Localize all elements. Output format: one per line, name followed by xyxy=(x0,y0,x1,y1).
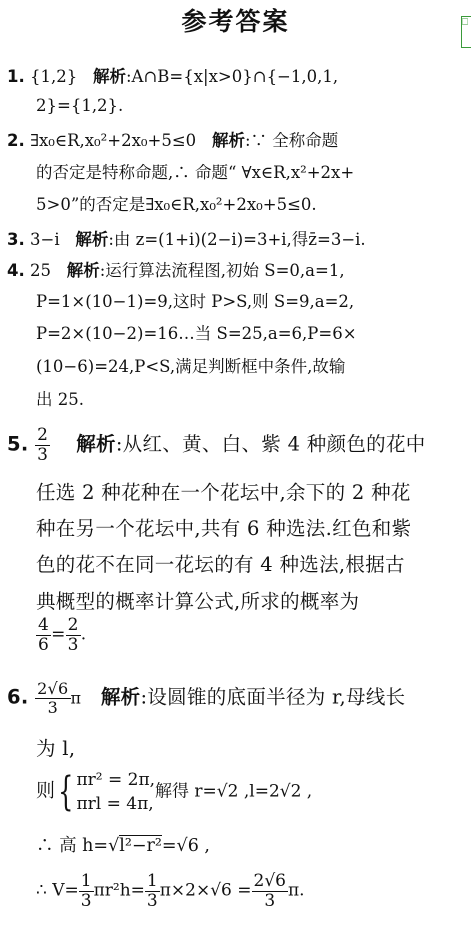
answer-4-line-1 xyxy=(7,258,463,284)
answer-4-line-4: (10−6)=24,P<S,满足判断框中条件,故输 xyxy=(36,357,346,376)
page-title: 参考答案 xyxy=(181,7,290,36)
answer-6-text: :设圆锥的底面半径为 r,母线长 xyxy=(140,685,406,709)
answer-3-number: 3. xyxy=(7,230,25,249)
answer-5-line-5: 典概型的概率计算公式,所求的概率为 xyxy=(36,590,360,613)
answer-6-volume: ∴ V= $\frac{1}{3}$ πr²h= $\frac{1}{3}$ π×2×√6 = $\frac{2√6}{3}$ π. xyxy=(36,871,305,911)
answer-1-label: 解析 xyxy=(93,67,126,86)
answer-6-line-1: 6. $\frac{2√6}{3}$ π 解析:设圆锥的底面半径为 r,母线长 xyxy=(7,679,406,717)
answer-6-line-2: 为 l, xyxy=(36,737,76,760)
corner-tab-icon: ⎕ xyxy=(461,16,471,48)
answer-3-label: 解析 xyxy=(75,230,109,249)
answer-4-value: 25 xyxy=(30,261,51,280)
answer-3-text: :由 z=(1+i)(2−i)=3+i,得z̄=3−i. xyxy=(108,230,366,249)
answer-5-line-3: 种在另一个花坛中,共有 6 种选法.红色和紫 xyxy=(36,517,412,540)
answer-6-label: 解析 xyxy=(100,685,141,709)
answer-6-system: 则{ πr² = 2π, πrl = 4π, 解得 r=√2 ,l=2√2 , xyxy=(36,769,313,815)
answer-6-number: 6. xyxy=(7,685,29,709)
answer-4-text: :运行算法流程图,初始 S=0,a=1, xyxy=(99,261,345,280)
answer-1-text: :A∩B={x|x>0}∩{−1,0,1, xyxy=(126,67,339,86)
answer-5-line-1 xyxy=(7,426,463,464)
answer-2-value: ∃x₀∈R,x₀²+2x₀+5≤0 xyxy=(30,131,197,150)
answer-5-line-4: 色的花不在同一花坛的有 4 种选法,根据古 xyxy=(36,553,405,576)
answer-4-line-3: P=2×(10−2)=16…当 S=25,a=6,P=6× xyxy=(36,324,357,343)
fraction-2-3: $\frac{2}{3}$ xyxy=(67,615,79,655)
answer-4-line-5: 出 25. xyxy=(36,390,84,409)
answer-6-fraction: $\frac{2√6}{3}$ xyxy=(37,679,69,717)
answer-2-text: :∵ 全称命题 xyxy=(244,131,339,150)
answer-5-text: :从红、黄、白、紫 4 种颜色的花中 xyxy=(115,432,426,456)
answer-2-number: 2. xyxy=(7,131,25,150)
answer-5-formula: $\frac{4}{6}$ = $\frac{2}{3}$ . xyxy=(38,615,87,655)
answer-1-value: {1,2} xyxy=(30,67,78,86)
answer-6-height: ∴ 高 h=√l²−r²=√6 , xyxy=(36,836,210,856)
answer-1-line-1 xyxy=(7,64,463,90)
answer-1-number: 1. xyxy=(7,67,25,86)
fraction-4-6: $\frac{4}{6}$ xyxy=(38,615,50,655)
answer-3-line-1 xyxy=(7,227,463,253)
answer-3-value: 3−i xyxy=(30,230,60,249)
answer-5-number: 5. xyxy=(7,432,29,456)
answer-5-label: 解析 xyxy=(76,432,116,456)
answer-4-line-2: P=1×(10−1)=9,这时 P>S,则 S=9,a=2, xyxy=(36,292,355,311)
answer-5-line-2: 任选 2 种花种在一个花坛中,余下的 2 种花 xyxy=(36,481,411,504)
answer-4-number: 4. xyxy=(7,261,25,280)
answer-2-line-1 xyxy=(7,128,463,154)
left-brace-icon: { xyxy=(58,769,74,815)
answer-2-line-3: 5>0”的否定是∃x₀∈R,x₀²+2x₀+5≤0. xyxy=(36,195,317,214)
answer-4-label: 解析 xyxy=(66,261,100,280)
answer-1-line-2: 2}={1,2}. xyxy=(36,96,124,115)
answer-5-fraction: $\frac{2}{3}$ xyxy=(37,425,49,465)
answer-2-line-2: 的否定是特称命题,∴ 命题“ ∀x∈R,x²+2x+ xyxy=(36,163,355,182)
answer-2-label: 解析 xyxy=(211,131,245,150)
